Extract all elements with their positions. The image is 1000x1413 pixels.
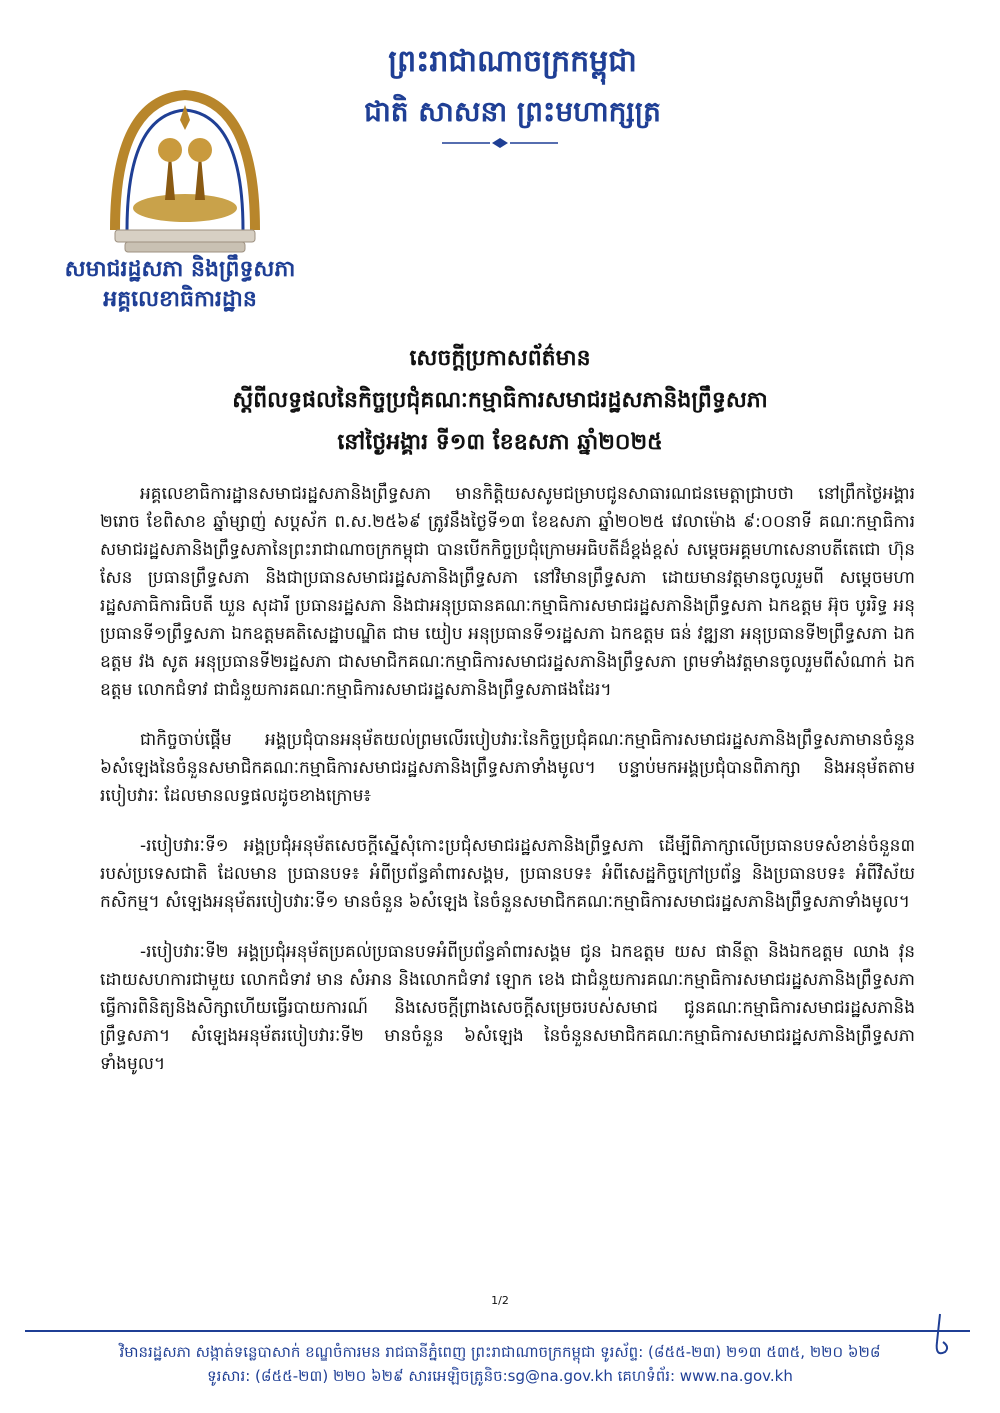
footer-divider xyxy=(25,1330,970,1332)
paragraph-4: -របៀបវារៈទី២ អង្គប្រជុំអនុម័តប្រគល់ប្រធានបទអំពីប្រព័ន្ធគាំពារសង្គម ជូន ឯកឧត្តម យស ផានីត្ថា និងឯកឧត្តម ឈាង វុន ដោយសហការជាមួយ លោកជំទាវ មាន សំអាន និងលោកជំទាវ ឡោក ខេង ជាជំនួយការគណៈកម្មាធិការសមាជរដ្ឋសភានិងព្រឹទ្ធសភាធ្វើការពិនិត្យនិងសិក្សាហើយធ្វើរបាយការណ៍ និងសេចក្តីព្រាងសេចក្តីសម្រេចរបស់សមាជ ជូនគណៈកម្មាធិការសមាជរដ្ឋសភានិងព្រឹទ្ធសភា។ សំឡេងអនុម័តរបៀបវារៈទី២ មានចំនួន ៦សំឡេង នៃចំនួនសមាជិកគណៈកម្មាធិការសមាជរដ្ឋសភានិងព្រឹទ្ធសភាទាំងមូល។ xyxy=(100,942,915,1074)
institution-name: សមាជរដ្ឋសភា និងព្រឹទ្ធសភា xyxy=(64,257,296,282)
kingdom-name: ព្រះរាជាណាចក្រកម្ពុជា xyxy=(388,44,637,79)
paragraph-3: -របៀបវារៈទី១ អង្គប្រជុំអនុម័តសេចក្តីស្នើសុំកោះប្រជុំសមាជរដ្ឋសភានិងព្រឹទ្ធសភា ដើម្បីពិភាក្សាលើប្រធានបទសំខាន់ចំនួន៣ របស់ប្រទេសជាតិ ដែលមាន ប្រធានបទ៖ អំពីប្រព័ន្ធគាំពារសង្គម, ប្រធានបទ៖ អំពីសេដ្ឋកិច្ចក្រៅប្រព័ន្ធ និងប្រធានបទ៖ អំពីវិស័យកសិកម្ម។ សំឡេងអនុម័តរបៀបវារៈទី១ មានចំនួន ៦សំឡេង នៃចំនួនសមាជិកគណៈកម្មាធិការសមាជរដ្ឋសភានិងព្រឹទ្ធសភាទាំងមូល។ xyxy=(100,836,915,912)
parliament-emblem xyxy=(95,80,275,260)
paragraph-2: ជាកិច្ចចាប់ផ្តើម អង្គប្រជុំបានអនុម័តយល់ព្រមលើរបៀបវារៈនៃកិច្ចប្រជុំគណៈកម្មាធិការសមាជរដ្ឋសភានិងព្រឹទ្ធសភាមានចំនួន ៦សំឡេងនៃចំនួនសមាជិកគណៈកម្មាធិការសមាជរដ្ឋសភានិងព្រឹទ្ធសភាទាំងមូល។ បន្ទាប់មកអង្គប្រជុំបានពិភាក្សា និងអនុម័តតាមរបៀបវារៈ ដែលមានលទ្ធផលដូចខាងក្រោម៖ xyxy=(100,730,915,806)
page-number: 1/2 xyxy=(491,1294,509,1307)
title-line-1: សេចក្តីប្រកាសព័ត៌មាន xyxy=(409,346,591,371)
title-line-3: នៅថ្ងៃអង្គារ ទី១៣ ខែឧសភា ឆ្នាំ២០២៥ xyxy=(337,430,663,455)
issuing-institution xyxy=(40,255,320,315)
ornamental-divider xyxy=(440,136,560,150)
paragraph-1: អគ្គលេខាធិការដ្ឋានសមាជរដ្ឋសភានិងព្រឹទ្ធសភា មានកិត្តិយសសូមជម្រាបជូនសាធារណជនមេត្តាជ្រាបថា នៅព្រឹកថ្ងៃអង្គារ ២រោច ខែពិសាខ ឆ្នាំម្សាញ់ សប្តស័ក ព.ស.២៥៦៩ ត្រូវនឹងថ្ងៃទី១៣ ខែឧសភា ឆ្នាំ២០២៥ វេលាម៉ោង ៩:០០នាទី គណៈកម្មាធិការសមាជរដ្ឋសភានិងព្រឹទ្ធសភានៃព្រះរាជាណាចក្រកម្ពុជា បានបើកកិច្ចប្រជុំក្រោមអធិបតីដ៏ខ្ពង់ខ្ពស់ សម្តេចអគ្គមហាសេនាបតីតេជោ ហ៊ុន សែន ប្រធានព្រឹទ្ធសភា និងជាប្រធានសមាជរដ្ឋសភានិងព្រឹទ្ធសភា នៅវិមានព្រឹទ្ធសភា ដោយមានវត្តមានចូលរួមពី សម្តេចមហារដ្ឋសភាធិការធិបតី ឃួន សុដារី ប្រធានរដ្ឋសភា និងជាអនុប្រធានគណៈកម្មាធិការសមាជរដ្ឋសភានិងព្រឹទ្ធសភា ឯកឧត្តម អ៊ុច បូររិទ្ធ អនុប្រធានទី១ព្រឹទ្ធសភា ឯកឧត្តមគតិសេដ្ឋាបណ្ឌិត ជាម យៀប អនុប្រធានទី១រដ្ឋសភា ឯកឧត្តម ធន់ វឌ្ឍនា អនុប្រធានទី២ព្រឹទ្ធសភា ឯកឧត្តម វង សូត អនុប្រធានទី២រដ្ឋសភា ជាសមាជិកគណៈកម្មាធិការសមាជរដ្ឋសភានិងព្រឹទ្ធសភា ព្រមទាំងវត្តមានចូលរួមពីសំណាក់ ឯកឧត្តម លោកជំទាវ ជាជំនួយការគណៈកម្មាធិការសមាជរដ្ឋសភានិងព្រឹទ្ធសភាផងដែរ។ xyxy=(100,484,915,700)
footer-contact xyxy=(0,1340,1000,1388)
national-motto: ជាតិ សាសនា ព្រះមហាក្សត្រ xyxy=(364,95,661,128)
document-body xyxy=(100,480,915,1100)
footer-fax-email-web: ទូរសារ: (៨៥៥-២៣) ២២០ ៦២៩ សារអេឡិចត្រូនិច:sg@na.gov.kh គេហទំព័រ: www.na.gov.kh xyxy=(207,1367,793,1385)
department-name: អគ្គលេខាធិការដ្ឋាន xyxy=(103,287,257,312)
footer-address: វិមានរដ្ឋសភា សង្កាត់ទន្លេបាសាក់ ខណ្ឌចំការមន រាជធានីភ្នំពេញ ព្រះរាជាណាចក្រកម្ពុជា ទូរស័ព្ទ: (៨៥៥-២៣) ២១៣ ៥៣៥, ២២០ ៦២៨ xyxy=(119,1343,881,1361)
document-title xyxy=(0,338,1000,464)
title-line-2: ស្តីពីលទ្ធផលនៃកិច្ចប្រជុំគណៈកម្មាធិការសមាជរដ្ឋសភានិងព្រឹទ្ធសភា xyxy=(232,388,768,413)
